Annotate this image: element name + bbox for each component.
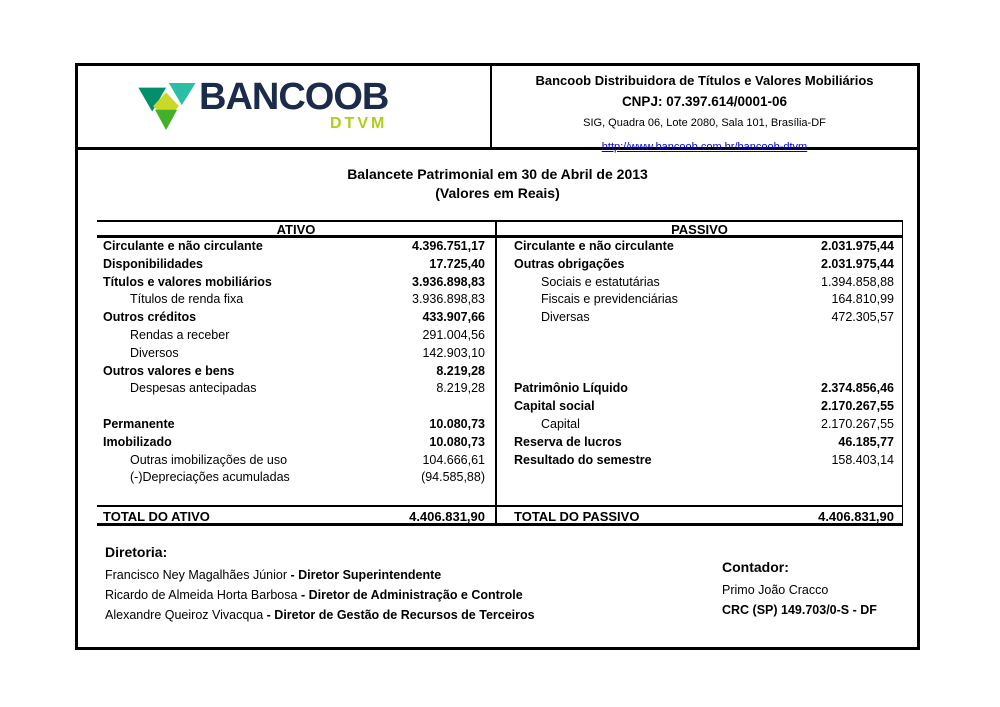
report-title: Balancete Patrimonial em 30 de Abril de 2013: [347, 166, 648, 182]
row-value: 2.031.975,44: [821, 256, 894, 271]
table-row: [97, 469, 495, 487]
contador-section: [722, 559, 877, 620]
row-label: Títulos de renda fixa: [130, 292, 244, 307]
table-row: [497, 327, 902, 345]
document-body: [78, 165, 917, 662]
table-row: [97, 291, 495, 309]
table-row: [97, 274, 495, 292]
table-row: [97, 434, 495, 452]
company-info: [492, 66, 917, 153]
total-ativo-value: 4.406.831,90: [409, 508, 485, 524]
logo: [78, 66, 492, 147]
report-subtitle: (Valores em Reais): [435, 185, 560, 201]
balance-table-rows: [97, 238, 903, 505]
table-row: [97, 416, 495, 434]
row-label: Diversas: [541, 310, 590, 325]
table-row: [97, 238, 495, 256]
row-value: 104.666,61: [422, 452, 485, 467]
bancoob-logo-icon: [138, 83, 196, 131]
row-label: Diversos: [130, 345, 179, 360]
row-label: Circulante e não circulante: [103, 239, 263, 253]
ativo-column: [97, 238, 497, 505]
table-row: [97, 363, 495, 381]
table-row: [97, 345, 495, 363]
director-role: - Diretor de Gestão de Recursos de Terceiros: [266, 607, 535, 622]
row-value: 158.403,14: [831, 452, 894, 467]
row-label: Outros créditos: [103, 310, 197, 325]
contador-heading: Contador:: [722, 558, 789, 575]
table-row: [97, 398, 495, 416]
row-label: Outras obrigações: [514, 256, 625, 271]
row-value: 46.185,77: [838, 434, 894, 449]
table-row: [497, 291, 902, 309]
balance-table-totals: [97, 505, 903, 526]
total-ativo-label: TOTAL DO ATIVO: [103, 508, 210, 524]
document-header: [78, 66, 917, 153]
table-row: [497, 469, 902, 487]
total-ativo-row: [97, 507, 497, 523]
row-value: 10.080,73: [429, 434, 485, 449]
row-value: [894, 327, 902, 345]
table-row: [497, 398, 902, 416]
logo-sub-text: DTVM: [330, 114, 388, 132]
row-label: Outras imobilizações de uso: [130, 452, 288, 467]
document-frame: [75, 63, 920, 650]
row-value: 3.936.898,83: [412, 274, 485, 289]
row-value: [894, 363, 902, 381]
row-value: [894, 345, 902, 363]
row-label: Imobilizado: [103, 434, 172, 449]
row-label: Permanente: [103, 416, 175, 431]
row-label: Outros valores e bens: [103, 363, 235, 378]
table-row: [497, 434, 902, 452]
table-row: [97, 452, 495, 470]
director-role: - Diretor Superintendente: [290, 567, 442, 582]
contador-crc: CRC (SP) 149.703/0-S - DF: [722, 602, 877, 617]
company-address: SIG, Quadra 06, Lote 2080, Sala 101, Brasília-DF: [583, 117, 826, 129]
director-role: - Diretor de Administração e Controle: [300, 587, 523, 602]
table-row: [497, 238, 902, 256]
table-row: [497, 380, 902, 398]
row-label: Títulos e valores mobiliários: [103, 274, 272, 289]
row-label: Patrimônio Líquido: [514, 381, 628, 396]
row-value: 2.170.267,55: [821, 416, 894, 431]
table-row: [497, 363, 902, 381]
table-row: [97, 487, 495, 505]
table-row: [497, 274, 902, 292]
row-value: 17.725,40: [429, 256, 485, 271]
row-label: Disponibilidades: [103, 256, 204, 271]
row-value: 1.394.858,88: [821, 274, 894, 289]
row-value: 142.903,10: [422, 345, 485, 360]
row-label: [497, 327, 514, 345]
row-label: Despesas antecipadas: [130, 381, 257, 396]
director-name: Francisco Ney Magalhães Júnior: [105, 567, 291, 582]
passivo-header: PASSIVO: [497, 222, 903, 235]
director-name: Ricardo de Almeida Horta Barbosa: [105, 587, 301, 602]
row-label: [497, 469, 514, 487]
table-row: [97, 327, 495, 345]
row-label: Fiscais e previdenciárias: [541, 292, 678, 307]
row-label: [497, 363, 514, 381]
row-value: 164.810,99: [831, 292, 894, 307]
balance-table-header: [97, 220, 903, 238]
row-label: [97, 487, 103, 505]
signature-footer: [105, 544, 917, 625]
row-label: Sociais e estatutárias: [541, 274, 660, 289]
row-value: 291.004,56: [422, 327, 485, 342]
row-value: 4.396.751,17: [412, 239, 485, 253]
row-value: 2.170.267,55: [821, 399, 894, 414]
ativo-header: ATIVO: [97, 222, 497, 235]
row-value: [894, 487, 902, 505]
row-label: [97, 398, 103, 416]
row-value: [894, 469, 902, 487]
total-passivo-value: 4.406.831,90: [818, 508, 894, 524]
row-label: Capital social: [514, 399, 595, 414]
row-label: (-)Depreciações acumuladas: [130, 470, 290, 485]
director-name: Alexandre Queiroz Vivacqua: [105, 607, 267, 622]
total-passivo-label: TOTAL DO PASSIVO: [514, 508, 640, 524]
row-value: (94.585,88): [421, 470, 485, 485]
row-value: 433.907,66: [422, 310, 485, 325]
total-passivo-row: [497, 507, 903, 523]
table-row: [97, 380, 495, 398]
logo-brand-text: BANCOOB: [199, 75, 389, 118]
row-label: [497, 345, 514, 363]
row-label: Capital: [541, 416, 580, 431]
row-value: 3.936.898,83: [412, 292, 485, 307]
row-value: 10.080,73: [429, 416, 485, 431]
row-label: [497, 487, 514, 505]
table-row: [497, 309, 902, 327]
row-value: 2.374.856,46: [821, 381, 894, 396]
row-value: [485, 398, 495, 416]
diretoria-heading: Diretoria:: [105, 543, 168, 560]
table-row: [497, 487, 902, 505]
contador-name: Primo João Cracco: [722, 582, 829, 597]
table-row: [497, 452, 902, 470]
row-label: Resultado do semestre: [514, 452, 652, 467]
row-value: 2.031.975,44: [821, 239, 894, 253]
table-row: [497, 345, 902, 363]
logo-text: [199, 75, 389, 133]
passivo-column: [497, 238, 903, 505]
row-value: 472.305,57: [831, 310, 894, 325]
table-row: [497, 416, 902, 434]
row-label: Reserva de lucros: [514, 434, 622, 449]
company-cnpj: CNPJ: 07.397.614/0001-06: [621, 94, 788, 109]
row-label: Circulante e não circulante: [514, 239, 674, 253]
table-row: [97, 256, 495, 274]
row-value: 8.219,28: [436, 363, 485, 378]
balance-table: [97, 220, 903, 526]
report-title-block: [78, 165, 917, 203]
company-url-link[interactable]: http://www.bancoob.com.br/bancoob-dtvm: [601, 141, 808, 153]
row-label: Rendas a receber: [130, 327, 230, 342]
row-value: 8.219,28: [436, 381, 485, 396]
company-name: Bancoob Distribuidora de Títulos e Valores Mobiliários: [535, 73, 874, 88]
table-row: [97, 309, 495, 327]
row-value: [485, 487, 495, 505]
table-row: [497, 256, 902, 274]
